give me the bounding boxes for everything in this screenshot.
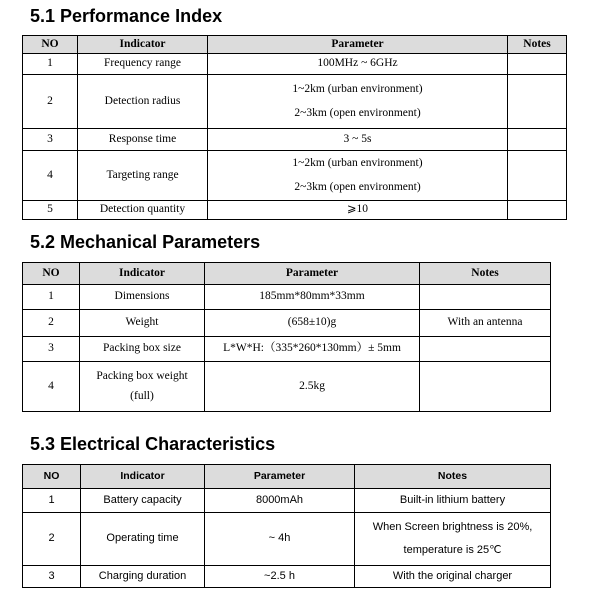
row-notes <box>508 129 567 151</box>
mechanical-table <box>22 262 551 412</box>
row-no: 3 <box>23 337 80 362</box>
header-parameter: Parameter <box>205 465 355 489</box>
header-indicator: Indicator <box>78 36 208 54</box>
notes-line: When Screen brightness is 20%, <box>372 520 533 533</box>
row-no: 3 <box>23 566 81 588</box>
header-no: NO <box>23 465 81 489</box>
parameter-line: 1~2km (urban environment) <box>292 82 423 95</box>
row-no: 2 <box>23 75 78 129</box>
row-indicator: Detection quantity <box>78 201 208 220</box>
section-title-electrical: 5.3 Electrical Characteristics <box>30 434 276 454</box>
indicator-line: Packing box weight <box>96 369 188 382</box>
table-row <box>23 310 551 337</box>
row-indicator: Packing box size <box>80 337 205 362</box>
row-notes <box>508 151 567 201</box>
row-parameter: ~ 4h <box>205 513 355 566</box>
table-row <box>23 129 567 151</box>
row-parameter: L*W*H:（335*260*130mm）± 5mm <box>205 337 420 362</box>
row-notes <box>508 201 567 220</box>
row-no: 5 <box>23 201 78 220</box>
row-indicator: Detection radius <box>78 75 208 129</box>
row-no: 3 <box>23 129 78 151</box>
row-parameter: ⩾10 <box>208 201 508 220</box>
row-no: 1 <box>23 489 81 513</box>
row-indicator: Battery capacity <box>81 489 205 513</box>
table-row <box>23 566 551 588</box>
header-notes: Notes <box>508 36 567 54</box>
row-no: 2 <box>23 513 81 566</box>
row-parameter: 185mm*80mm*33mm <box>205 285 420 310</box>
row-indicator: Charging duration <box>81 566 205 588</box>
row-parameter: (658±10)g <box>205 310 420 337</box>
section-title-mechanical: 5.2 Mechanical Parameters <box>30 232 261 252</box>
indicator-line: (full) <box>130 389 154 402</box>
row-indicator: Response time <box>78 129 208 151</box>
header-indicator: Indicator <box>81 465 205 489</box>
header-notes: Notes <box>355 465 551 489</box>
row-parameter: 3 ~ 5s <box>208 129 508 151</box>
table-header-row <box>23 465 551 489</box>
header-indicator: Indicator <box>80 263 205 285</box>
row-no: 4 <box>23 151 78 201</box>
table-row <box>23 489 551 513</box>
row-notes <box>355 513 551 566</box>
parameter-line: 2~3km (open environment) <box>294 106 421 119</box>
header-notes: Notes <box>420 263 551 285</box>
row-parameter: 100MHz ~ 6GHz <box>208 54 508 75</box>
table-header-row <box>23 36 567 54</box>
row-notes: With the original charger <box>355 566 551 588</box>
electrical-table <box>22 464 551 588</box>
table-row <box>23 75 567 129</box>
row-no: 4 <box>23 362 80 412</box>
table-row <box>23 362 551 412</box>
table-header-row <box>23 263 551 285</box>
row-notes: Built-in lithium battery <box>355 489 551 513</box>
row-parameter <box>208 75 508 129</box>
row-parameter: 2.5kg <box>205 362 420 412</box>
table-row <box>23 54 567 75</box>
row-no: 1 <box>23 285 80 310</box>
row-no: 1 <box>23 54 78 75</box>
row-indicator: Operating time <box>81 513 205 566</box>
row-notes <box>508 75 567 129</box>
header-no: NO <box>23 263 80 285</box>
parameter-line: 2~3km (open environment) <box>294 180 421 193</box>
parameter-line: 1~2km (urban environment) <box>292 156 423 169</box>
row-no: 2 <box>23 310 80 337</box>
row-indicator <box>80 362 205 412</box>
row-notes <box>420 362 551 412</box>
table-row <box>23 513 551 566</box>
notes-line: temperature is 25℃ <box>403 544 502 556</box>
row-notes <box>508 54 567 75</box>
row-notes <box>420 285 551 310</box>
section-title-performance: 5.1 Performance Index <box>30 6 223 26</box>
row-indicator: Weight <box>80 310 205 337</box>
header-parameter: Parameter <box>205 263 420 285</box>
header-parameter: Parameter <box>208 36 508 54</box>
row-indicator: Targeting range <box>78 151 208 201</box>
table-row <box>23 337 551 362</box>
table-row <box>23 201 567 220</box>
row-indicator: Frequency range <box>78 54 208 75</box>
row-indicator: Dimensions <box>80 285 205 310</box>
table-row <box>23 151 567 201</box>
header-no: NO <box>23 36 78 54</box>
row-parameter <box>208 151 508 201</box>
row-parameter: 8000mAh <box>205 489 355 513</box>
row-notes <box>420 337 551 362</box>
row-notes: With an antenna <box>420 310 551 337</box>
row-parameter: ~2.5 h <box>205 566 355 588</box>
table-row <box>23 285 551 310</box>
performance-table <box>22 35 567 220</box>
